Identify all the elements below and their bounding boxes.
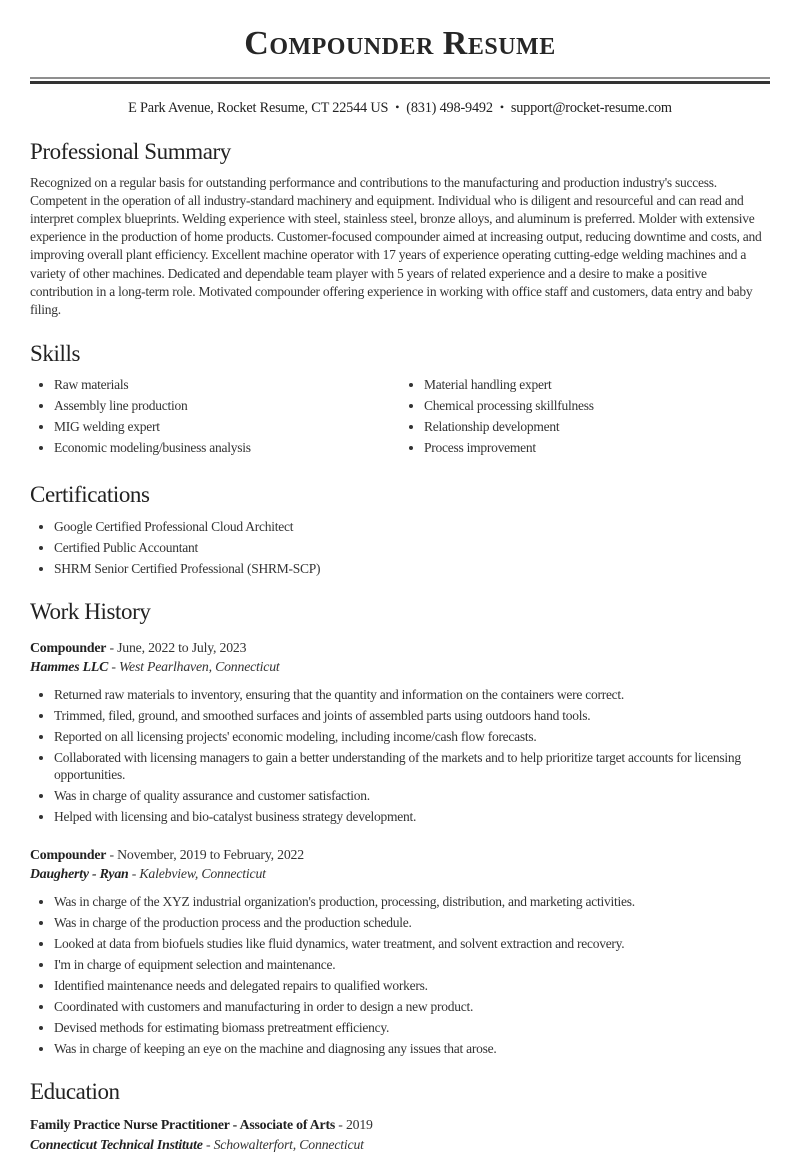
job-location: West Pearlhaven, Connecticut xyxy=(119,659,280,675)
job-company: Hammes LLC xyxy=(30,659,109,675)
education-degree: Family Practice Nurse Practitioner - Associate of Arts xyxy=(30,1116,336,1132)
job-location: Kalebview, Connecticut xyxy=(139,866,266,882)
skill-item: • Assembly line production xyxy=(54,397,400,415)
job-bullet: • Was in charge of quality assurance and customer satisfaction. xyxy=(54,787,770,805)
job-dates: November, 2019 to February, 2022 xyxy=(117,846,304,862)
job-bullet: • I'm in charge of equipment selection and maintenance. xyxy=(54,956,770,974)
education-school: Connecticut Technical Institute xyxy=(30,1136,203,1152)
header-divider xyxy=(30,77,770,84)
education-degree-line xyxy=(30,1115,770,1135)
job-bullet: • Looked at data from biofuels studies like fluid dynamics, water treatment, and solvent extraction and recovery. xyxy=(54,935,770,953)
skill-item: • Economic modeling/business analysis xyxy=(54,439,400,457)
section-professional-summary xyxy=(30,139,770,319)
contact-line xyxy=(30,100,770,117)
contact-separator: • xyxy=(499,99,504,114)
job-bullet: • Was in charge of keeping an eye on the machine and diagnosing any issues that arose. xyxy=(54,1040,770,1058)
dash-separator: - xyxy=(338,1116,343,1132)
skill-item: • Process improvement xyxy=(424,439,770,457)
section-heading-certifications: Certifications xyxy=(30,482,150,508)
section-heading-professional-summary: Professional Summary xyxy=(30,138,231,164)
job-title: Compounder xyxy=(30,846,107,862)
skill-item: • Material handling expert xyxy=(424,376,770,394)
job-entry-2 xyxy=(30,845,770,1058)
job-title-line xyxy=(30,638,770,657)
skill-item: • Raw materials xyxy=(54,376,400,394)
section-education xyxy=(30,1079,770,1154)
summary-text: Recognized on a regular basis for outstanding performance and contributions to the manufacturing and production industry's success. Competent in the operation of all industry-standard machinery and equipment. Individual who is diligent and resourceful and can read and interpret complex blueprints. Welding experience with steel, stainless steel, bronze alloys, and aluminum is preferred. Molder with extensive experience in the production of home products. Customer-focused compounder aimed at increasing output, reducing downtime and costs, and improving overall plant efficiency. Excellent machine operator with 17 years of experience operating cutting-edge welding machines and a variety of other machines. Dedicated and dependable team player with 5 years of related experience and a desire to make a positive contribution in a long-term role. Motivated compounder offering experience in working with office staff and customers, data entry and baby filing. xyxy=(30,175,762,317)
dash-separator: - xyxy=(111,659,116,675)
skill-item: • Chemical processing skillfulness xyxy=(424,397,770,415)
section-skills xyxy=(30,341,770,461)
job-bullet: • Was in charge of the production process and the production schedule. xyxy=(54,914,770,932)
section-work-history xyxy=(30,599,770,1057)
certification-item: • SHRM Senior Certified Professional (SHRM-SCP) xyxy=(54,560,770,578)
contact-separator: • xyxy=(395,99,400,114)
certification-item: • Certified Public Accountant xyxy=(54,539,770,557)
job-company-line xyxy=(30,657,770,676)
job-bullet-list xyxy=(30,686,770,826)
job-company: Daugherty - Ryan xyxy=(30,866,129,882)
skill-item: • Relationship development xyxy=(424,418,770,436)
job-bullet: • Devised methods for estimating biomass pretreatment efficiency. xyxy=(54,1019,770,1037)
job-company-line xyxy=(30,864,770,883)
dash-separator: - xyxy=(109,639,114,655)
job-title-line xyxy=(30,845,770,864)
contact-address: E Park Avenue, Rocket Resume, CT 22544 US xyxy=(128,99,389,116)
job-bullet: • Coordinated with customers and manufacturing in order to design a new product. xyxy=(54,998,770,1016)
job-bullet: • Returned raw materials to inventory, ensuring that the quantity and information on the containers were correct. xyxy=(54,686,770,704)
contact-phone: (831) 498-9492 xyxy=(406,99,493,116)
job-dates: June, 2022 to July, 2023 xyxy=(117,639,247,655)
section-certifications xyxy=(30,482,770,577)
certification-item: • Google Certified Professional Cloud Architect xyxy=(54,518,770,536)
certifications-list xyxy=(30,518,770,578)
job-bullet: • Trimmed, filed, ground, and smoothed surfaces and joints of assembled parts using outdoors hand tools. xyxy=(54,707,770,725)
skills-list-right xyxy=(400,376,770,460)
job-bullet: • Collaborated with licensing managers to gain a better understanding of the markets and to help prioritize target accounts for licensing opportunities. xyxy=(54,749,770,784)
section-heading-skills: Skills xyxy=(30,340,81,366)
job-bullet: • Identified maintenance needs and delegated repairs to qualified workers. xyxy=(54,977,770,995)
dash-separator: - xyxy=(205,1136,211,1152)
job-bullet-list xyxy=(30,893,770,1058)
skill-item: • MIG welding expert xyxy=(54,418,400,436)
section-heading-work-history: Work History xyxy=(30,599,151,625)
job-entry-1 xyxy=(30,638,770,826)
education-location: Schowalterfort, Connecticut xyxy=(213,1136,364,1152)
job-bullet: • Was in charge of the XYZ industrial organization's production, processing, distribution, and marketing activities. xyxy=(54,893,770,911)
job-bullet: • Helped with licensing and bio-catalyst business strategy development. xyxy=(54,808,770,826)
job-title: Compounder xyxy=(30,639,107,655)
education-school-line xyxy=(30,1135,770,1155)
skills-columns xyxy=(30,376,770,460)
job-bullet: • Reported on all licensing projects' economic modeling, including income/cash flow forecasts. xyxy=(54,728,770,746)
education-year: 2019 xyxy=(345,1116,373,1132)
section-heading-education: Education xyxy=(30,1079,120,1105)
skills-list-left xyxy=(30,376,400,460)
contact-email: support@rocket-resume.com xyxy=(510,99,672,116)
resume-title: Compounder Resume xyxy=(244,25,556,62)
dash-separator: - xyxy=(131,866,137,882)
dash-separator: - xyxy=(109,846,114,862)
